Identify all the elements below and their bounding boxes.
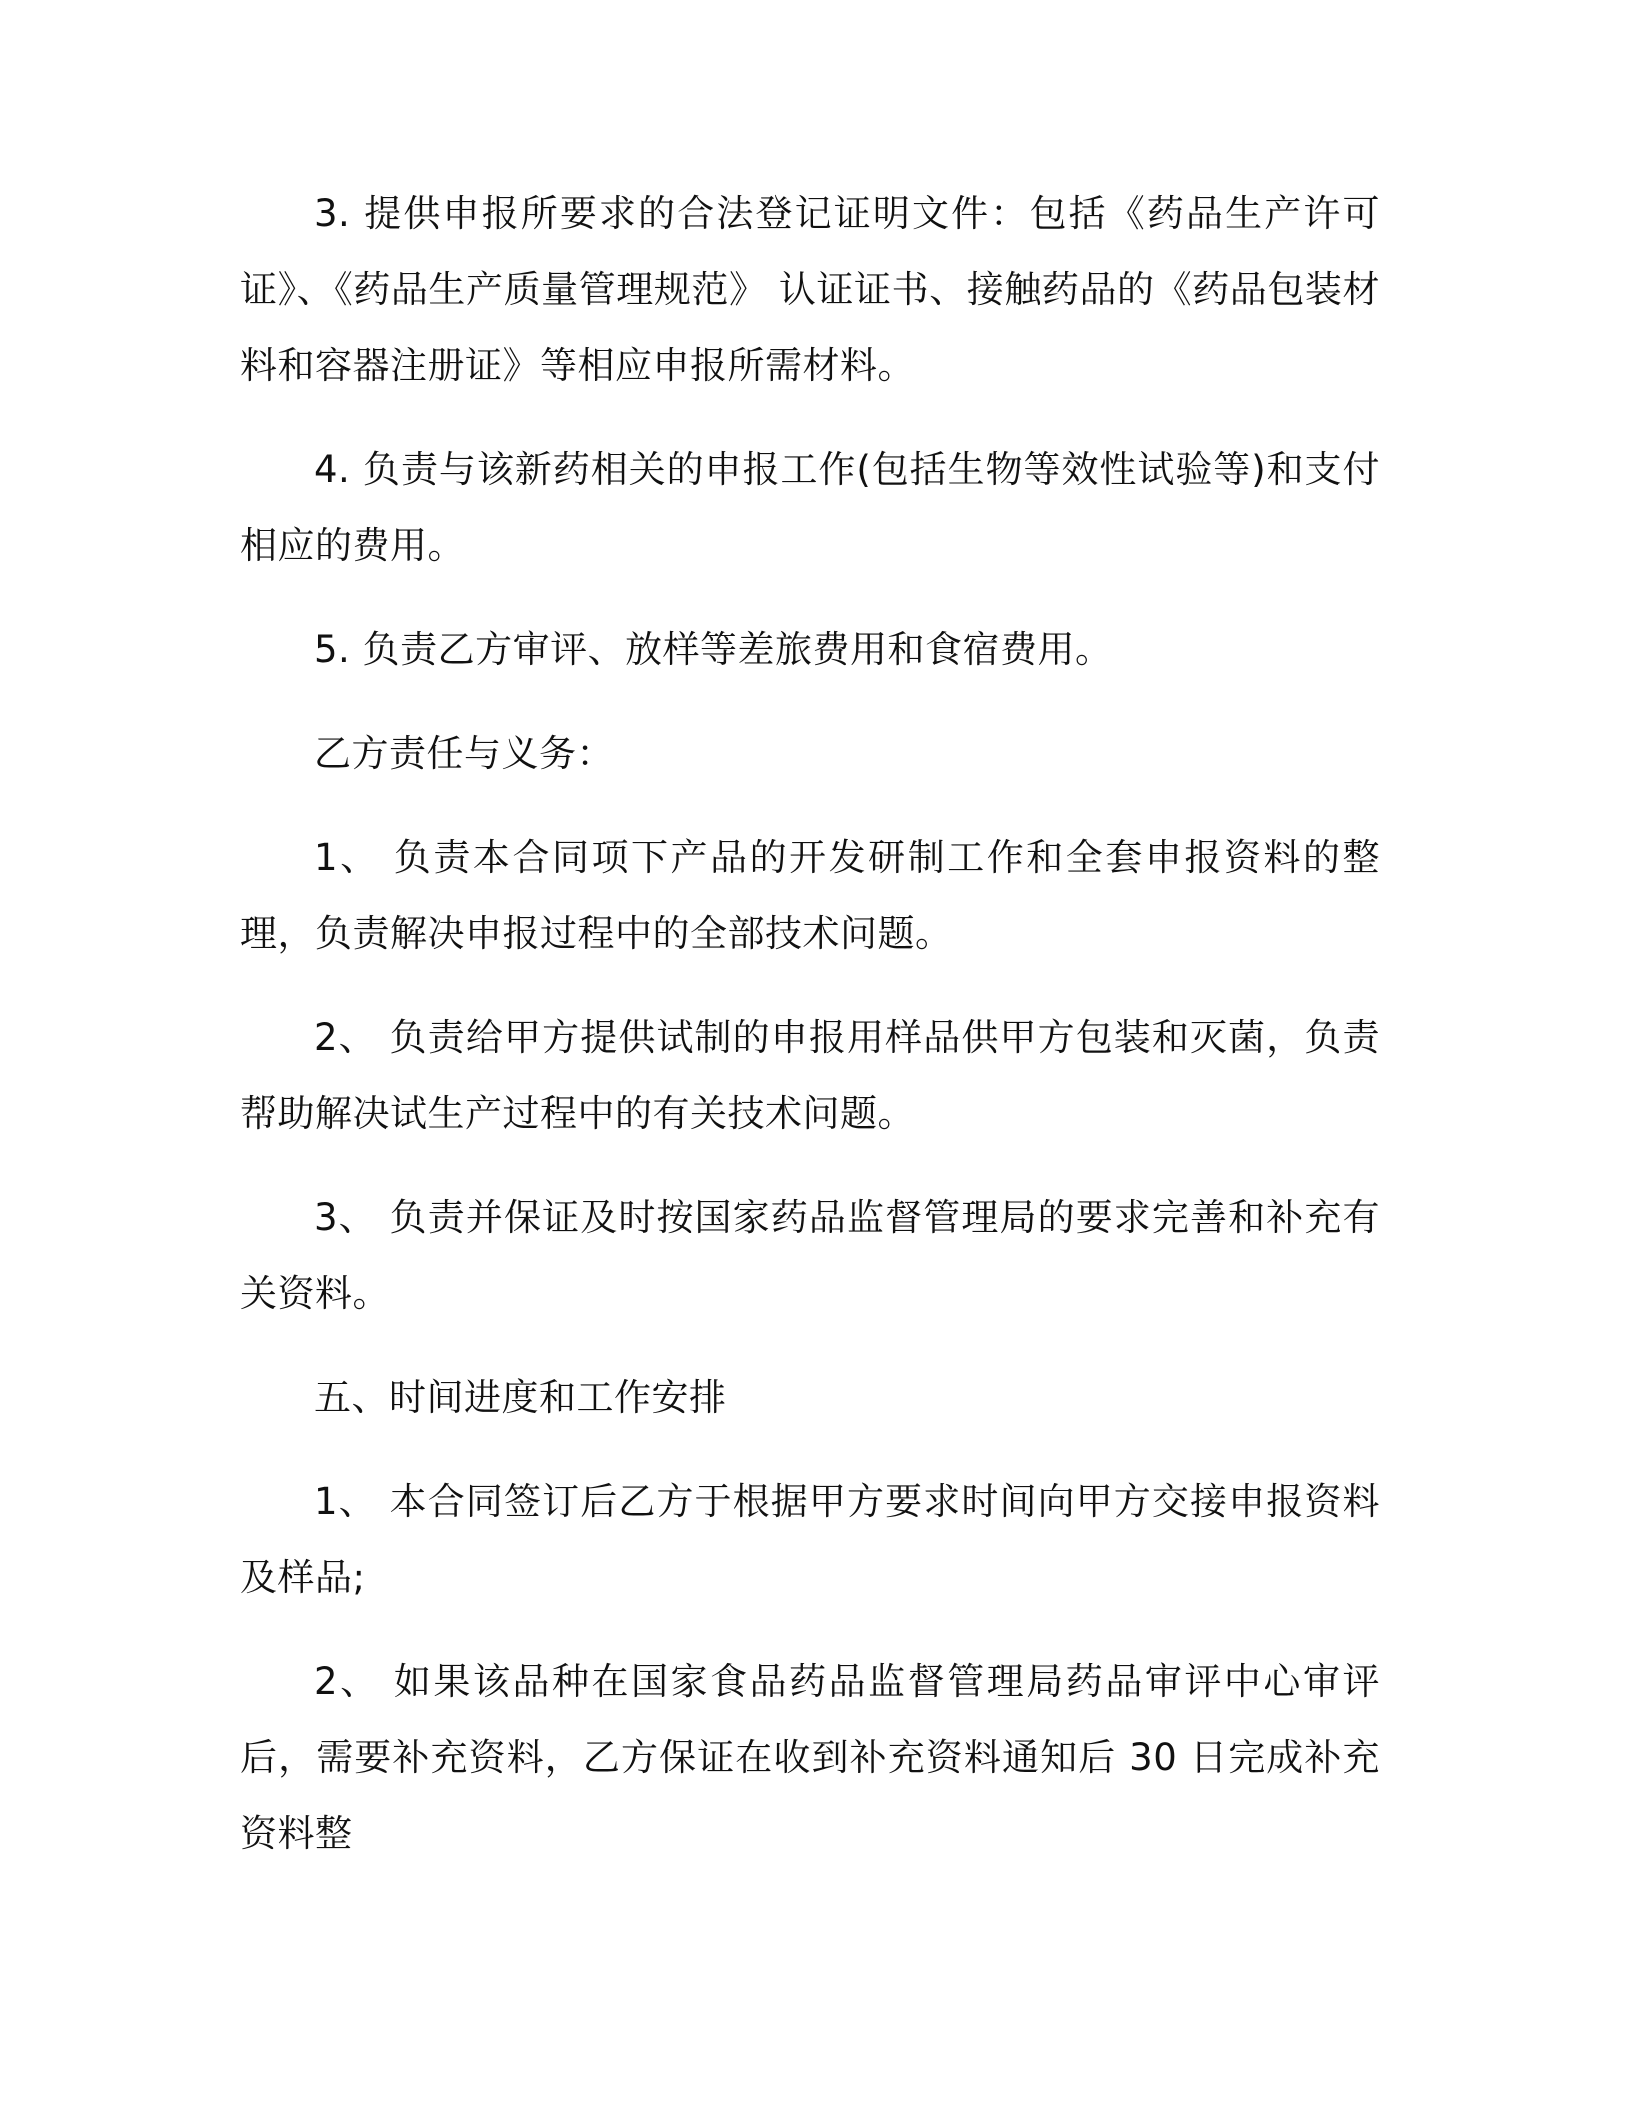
document-body <box>240 176 1380 1900</box>
paragraph-supplement-materials: 3、 负责并保证及时按国家药品监督管理局的要求完善和补充有关资料。 <box>240 1196 1380 1315</box>
paragraph-travel-expenses: 5. 负责乙方审评、放样等差旅费用和食宿费用。 <box>314 628 1113 671</box>
paragraph-declaration-work: 4. 负责与该新药相关的申报工作(包括生物等效性试验等)和支付相应的费用。 <box>240 448 1380 567</box>
paragraph-handover: 1、 本合同签订后乙方于根据甲方要求时间向甲方交接申报资料及样品; <box>240 1480 1380 1599</box>
paragraph-applicant-certificates: 3. 提供申报所要求的合法登记证明文件：包括《药品生产许可证》、《药品生产质量管理规范》 认证证书、接触药品的《药品包装材料和容器注册证》等相应申报所需材料。 <box>240 192 1380 387</box>
paragraph-review-supplement: 2、 如果该品种在国家食品药品监督管理局药品审评中心审评后，需要补充资料，乙方保证在收到补充资料通知后 30 日完成补充资料整 <box>240 1660 1380 1855</box>
paragraph-sample-supply: 2、 负责给甲方提供试制的申报用样品供甲方包装和灭菌，负责帮助解决试生产过程中的有关技术问题。 <box>240 1016 1380 1135</box>
section-heading-schedule: 五、时间进度和工作安排 <box>314 1376 727 1419</box>
paragraph-development-work: 1、 负责本合同项下产品的开发研制工作和全套申报资料的整理，负责解决申报过程中的全部技术问题。 <box>240 836 1380 955</box>
section-heading-party-b-duties: 乙方责任与义务： <box>314 732 614 775</box>
